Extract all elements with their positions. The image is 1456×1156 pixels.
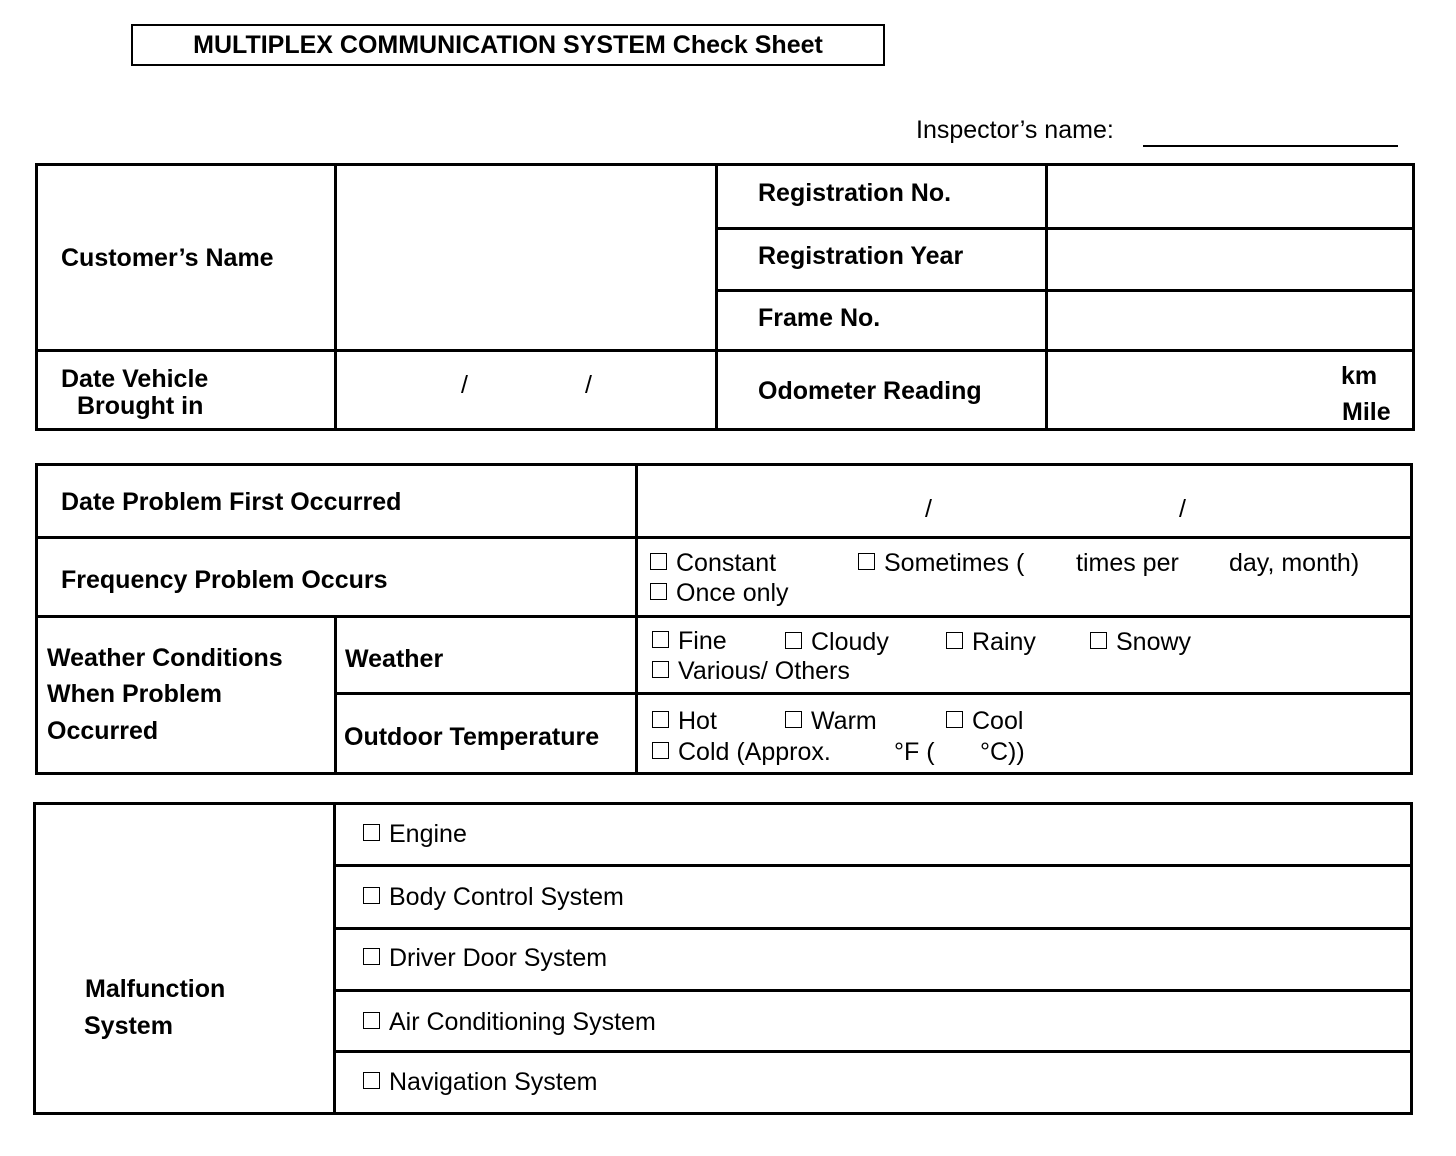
date-separator: / [461, 371, 468, 399]
system-option-driver-door[interactable]: Driver Door System [363, 944, 607, 972]
temp-option-warm[interactable]: Warm [785, 707, 877, 735]
registration-year-label: Registration Year [758, 242, 964, 270]
day-month-text: day, month) [1229, 549, 1360, 577]
checkbox[interactable] [363, 887, 380, 904]
checkbox[interactable] [650, 583, 667, 600]
inspector-name-field[interactable] [1143, 145, 1398, 147]
date-first-occurred-field[interactable] [641, 468, 1407, 533]
date-brought-in-label: Date Vehicle [61, 365, 209, 393]
times-per-text: times per [1076, 549, 1179, 577]
inspector-label: Inspector’s name: [916, 116, 1114, 144]
checkbox[interactable] [652, 631, 669, 648]
malfunction-label: Malfunction [85, 975, 226, 1003]
checkbox[interactable] [785, 711, 802, 728]
date-separator: / [1179, 495, 1186, 523]
checkbox[interactable] [652, 661, 669, 678]
date-first-occurred-label: Date Problem First Occurred [61, 488, 402, 516]
checkbox[interactable] [858, 553, 875, 570]
weather-option-rainy[interactable]: Rainy [946, 628, 1036, 656]
odometer-field[interactable] [1051, 354, 1331, 426]
malfunction-system-table [33, 802, 1413, 1115]
temp-option-cold[interactable]: Cold (Approx. [652, 738, 831, 766]
date-brought-in-label-line2: Brought in [77, 392, 204, 420]
customer-name-field[interactable] [340, 168, 712, 346]
date-brought-in-field[interactable] [340, 354, 712, 426]
system-option-engine[interactable]: Engine [363, 820, 467, 848]
checkbox[interactable] [652, 711, 669, 728]
customer-name-label: Customer’s Name [61, 244, 274, 272]
frequency-label: Frequency Problem Occurs [61, 566, 388, 594]
registration-no-label: Registration No. [758, 179, 952, 207]
weather-conditions-label-line3: Occurred [47, 717, 159, 745]
weather-option-various[interactable]: Various/ Others [652, 657, 850, 685]
temp-option-cool[interactable]: Cool [946, 707, 1023, 735]
checkbox[interactable] [652, 742, 669, 759]
checkbox[interactable] [363, 824, 380, 841]
registration-year-field[interactable] [1051, 232, 1409, 286]
checkbox[interactable] [650, 553, 667, 570]
unit-km: km [1341, 362, 1378, 390]
once-only-option[interactable]: Once only [650, 579, 789, 607]
checkbox[interactable] [363, 948, 380, 965]
system-option-air-conditioning[interactable]: Air Conditioning System [363, 1008, 656, 1036]
outdoor-temperature-label: Outdoor Temperature [344, 723, 600, 751]
sometimes-option[interactable]: Sometimes ( [858, 549, 1024, 577]
unit-mile: Mile [1342, 398, 1391, 426]
weather-conditions-label: Weather Conditions [47, 644, 283, 672]
checkbox[interactable] [363, 1012, 380, 1029]
system-option-navigation[interactable]: Navigation System [363, 1068, 597, 1096]
fahrenheit-text: °F ( [894, 738, 935, 766]
weather-label: Weather [345, 645, 444, 673]
weather-option-fine[interactable]: Fine [652, 627, 727, 655]
checkbox[interactable] [363, 1072, 380, 1089]
constant-option[interactable]: Constant [650, 549, 776, 577]
registration-no-field[interactable] [1051, 168, 1409, 224]
frame-no-label: Frame No. [758, 304, 881, 332]
temp-option-hot[interactable]: Hot [652, 707, 717, 735]
date-separator: / [925, 495, 932, 523]
frame-no-field[interactable] [1051, 294, 1409, 346]
date-separator: / [585, 371, 592, 399]
page-title: MULTIPLEX COMMUNICATION SYSTEM Check Sheet [131, 24, 885, 66]
system-option-body-control[interactable]: Body Control System [363, 883, 624, 911]
weather-option-cloudy[interactable]: Cloudy [785, 628, 889, 656]
celsius-text: °C)) [980, 738, 1025, 766]
weather-conditions-label-line2: When Problem [47, 680, 223, 708]
checkbox[interactable] [946, 711, 963, 728]
checkbox[interactable] [946, 632, 963, 649]
malfunction-label-line2: System [84, 1012, 173, 1040]
odometer-label: Odometer Reading [758, 377, 982, 405]
weather-option-snowy[interactable]: Snowy [1090, 628, 1191, 656]
checkbox[interactable] [785, 632, 802, 649]
checkbox[interactable] [1090, 632, 1107, 649]
